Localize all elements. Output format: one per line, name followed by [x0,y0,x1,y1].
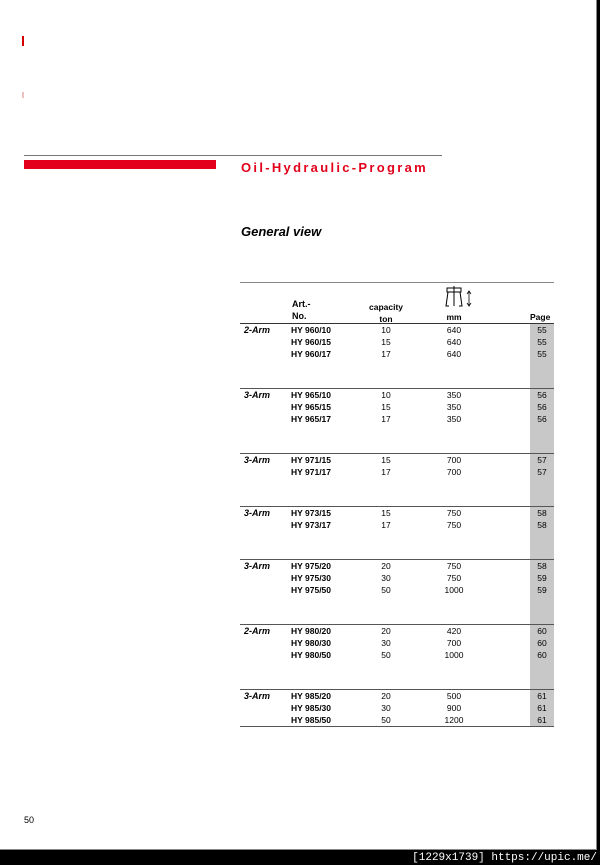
art-number: HY 980/50 [291,650,332,660]
capacity-value: 15 [381,337,391,347]
table-row [240,507,554,519]
section-title: General view [241,224,322,239]
watermark: [1229x1739] https://upic.me/ [412,852,597,864]
art-number: HY 975/20 [291,561,332,571]
header-capacity [366,301,406,325]
art-number: HY 960/15 [291,337,332,347]
arm-type-label: 3-Arm [244,561,271,571]
page-ref: 57 [537,467,547,477]
table-row [240,702,554,714]
capacity-value: 20 [381,626,391,636]
table-row [240,649,554,661]
capacity-value: 30 [381,638,391,648]
group-spacer [240,531,554,559]
page-ref: 59 [537,573,547,583]
page-number: 50 [24,815,35,825]
page-ref: 60 [537,650,547,660]
page-ref: 61 [537,691,547,701]
art-number: HY 985/50 [291,715,332,725]
reach-mm-value: 420 [446,626,462,636]
reach-mm-value: 640 [446,337,462,347]
art-number: HY 965/15 [291,402,332,412]
capacity-value: 20 [381,691,391,701]
reach-mm-value: 350 [446,390,462,400]
page-ref: 61 [537,703,547,713]
reach-mm-value: 500 [446,691,462,701]
table-row [240,572,554,584]
table-row [240,637,554,649]
accent-bar [24,160,216,169]
art-number: HY 980/30 [291,638,332,648]
capacity-value: 17 [381,349,391,359]
art-number: HY 971/15 [291,455,332,465]
product-group [240,324,554,389]
product-group [240,560,554,625]
page-ref: 55 [537,349,547,359]
capacity-value: 17 [381,467,391,477]
program-title: Oil-Hydraulic-Program [241,160,428,175]
capacity-value: 15 [381,455,391,465]
reach-mm-value: 350 [446,402,462,412]
table-row [240,454,554,466]
header-art-no [292,298,342,322]
table-row [240,714,554,726]
crop-mark [22,92,24,98]
art-number: HY 973/17 [291,520,332,530]
group-spacer [240,425,554,453]
reach-mm-value: 1000 [444,650,464,660]
page-ref: 58 [537,508,547,518]
art-number: HY 971/17 [291,467,332,477]
capacity-value: 10 [381,390,391,400]
art-number: HY 975/30 [291,573,332,583]
table-body [240,324,554,727]
table-row [240,625,554,637]
crop-mark [22,36,24,46]
capacity-value: 17 [381,414,391,424]
art-number: HY 985/30 [291,703,332,713]
arm-type-label: 3-Arm [244,508,271,518]
capacity-value: 15 [381,508,391,518]
arm-type-label: 3-Arm [244,691,271,701]
art-number: HY 985/20 [291,691,332,701]
table-row [240,519,554,531]
page-ref: 55 [537,325,547,335]
reach-mm-value: 1000 [444,585,464,595]
header-art-line2: No. [292,311,307,321]
table-row [240,401,554,413]
product-group [240,507,554,560]
puller-reach-icon [442,286,476,310]
page-ref: 60 [537,626,547,636]
group-spacer [240,360,554,388]
table-row [240,413,554,425]
art-number: HY 965/17 [291,414,332,424]
capacity-value: 30 [381,703,391,713]
table-row [240,466,554,478]
table-row [240,389,554,401]
table-row [240,348,554,360]
table-row [240,584,554,596]
page-ref: 55 [537,337,547,347]
page-ref: 56 [537,390,547,400]
arm-type-label: 2-Arm [244,626,271,636]
reach-mm-value: 750 [446,508,462,518]
reach-mm-value: 750 [446,561,462,571]
arm-type-label: 2-Arm [244,325,271,335]
page-ref: 56 [537,414,547,424]
table-row [240,560,554,572]
art-number: HY 960/10 [291,325,332,335]
product-group [240,389,554,454]
reach-mm-value: 640 [446,349,462,359]
product-table [240,282,554,727]
reach-mm-value: 350 [446,414,462,424]
page-ref: 58 [537,561,547,571]
art-number: HY 965/10 [291,390,332,400]
header-capacity-line1: capacity [368,302,404,312]
capacity-value: 15 [381,402,391,412]
arm-type-label: 3-Arm [244,390,271,400]
page-ref: 61 [537,715,547,725]
art-number: HY 960/17 [291,349,332,359]
reach-mm-value: 1200 [444,715,464,725]
capacity-value: 30 [381,573,391,583]
group-spacer [240,478,554,506]
page-ref: 57 [537,455,547,465]
reach-mm-value: 900 [446,703,462,713]
capacity-value: 50 [381,585,391,595]
product-group [240,690,554,727]
reach-mm-value: 700 [446,467,462,477]
reach-mm-value: 700 [446,455,462,465]
group-spacer [240,661,554,689]
table-row [240,690,554,702]
arm-type-label: 3-Arm [244,455,271,465]
art-number: HY 975/50 [291,585,332,595]
page-ref: 58 [537,520,547,530]
capacity-value: 50 [381,650,391,660]
table-row [240,324,554,336]
reach-mm-value: 700 [446,638,462,648]
page-ref: 60 [537,638,547,648]
header-page: Page [530,312,551,322]
table-row [240,336,554,348]
page-ref: 59 [537,585,547,595]
header-capacity-line2: ton [379,314,393,324]
capacity-value: 50 [381,715,391,725]
header-rule [24,155,442,156]
product-group [240,454,554,507]
reach-mm-value: 750 [446,573,462,583]
art-number: HY 980/20 [291,626,332,636]
reach-mm-value: 750 [446,520,462,530]
group-spacer [240,596,554,624]
table-header [240,282,554,324]
header-art-line1: Art.- [292,299,311,309]
capacity-value: 10 [381,325,391,335]
product-group [240,625,554,690]
reach-mm-value: 640 [446,325,462,335]
capacity-value: 17 [381,520,391,530]
capacity-value: 20 [381,561,391,571]
page-ref: 56 [537,402,547,412]
header-mm: mm [446,312,462,322]
art-number: HY 973/15 [291,508,332,518]
